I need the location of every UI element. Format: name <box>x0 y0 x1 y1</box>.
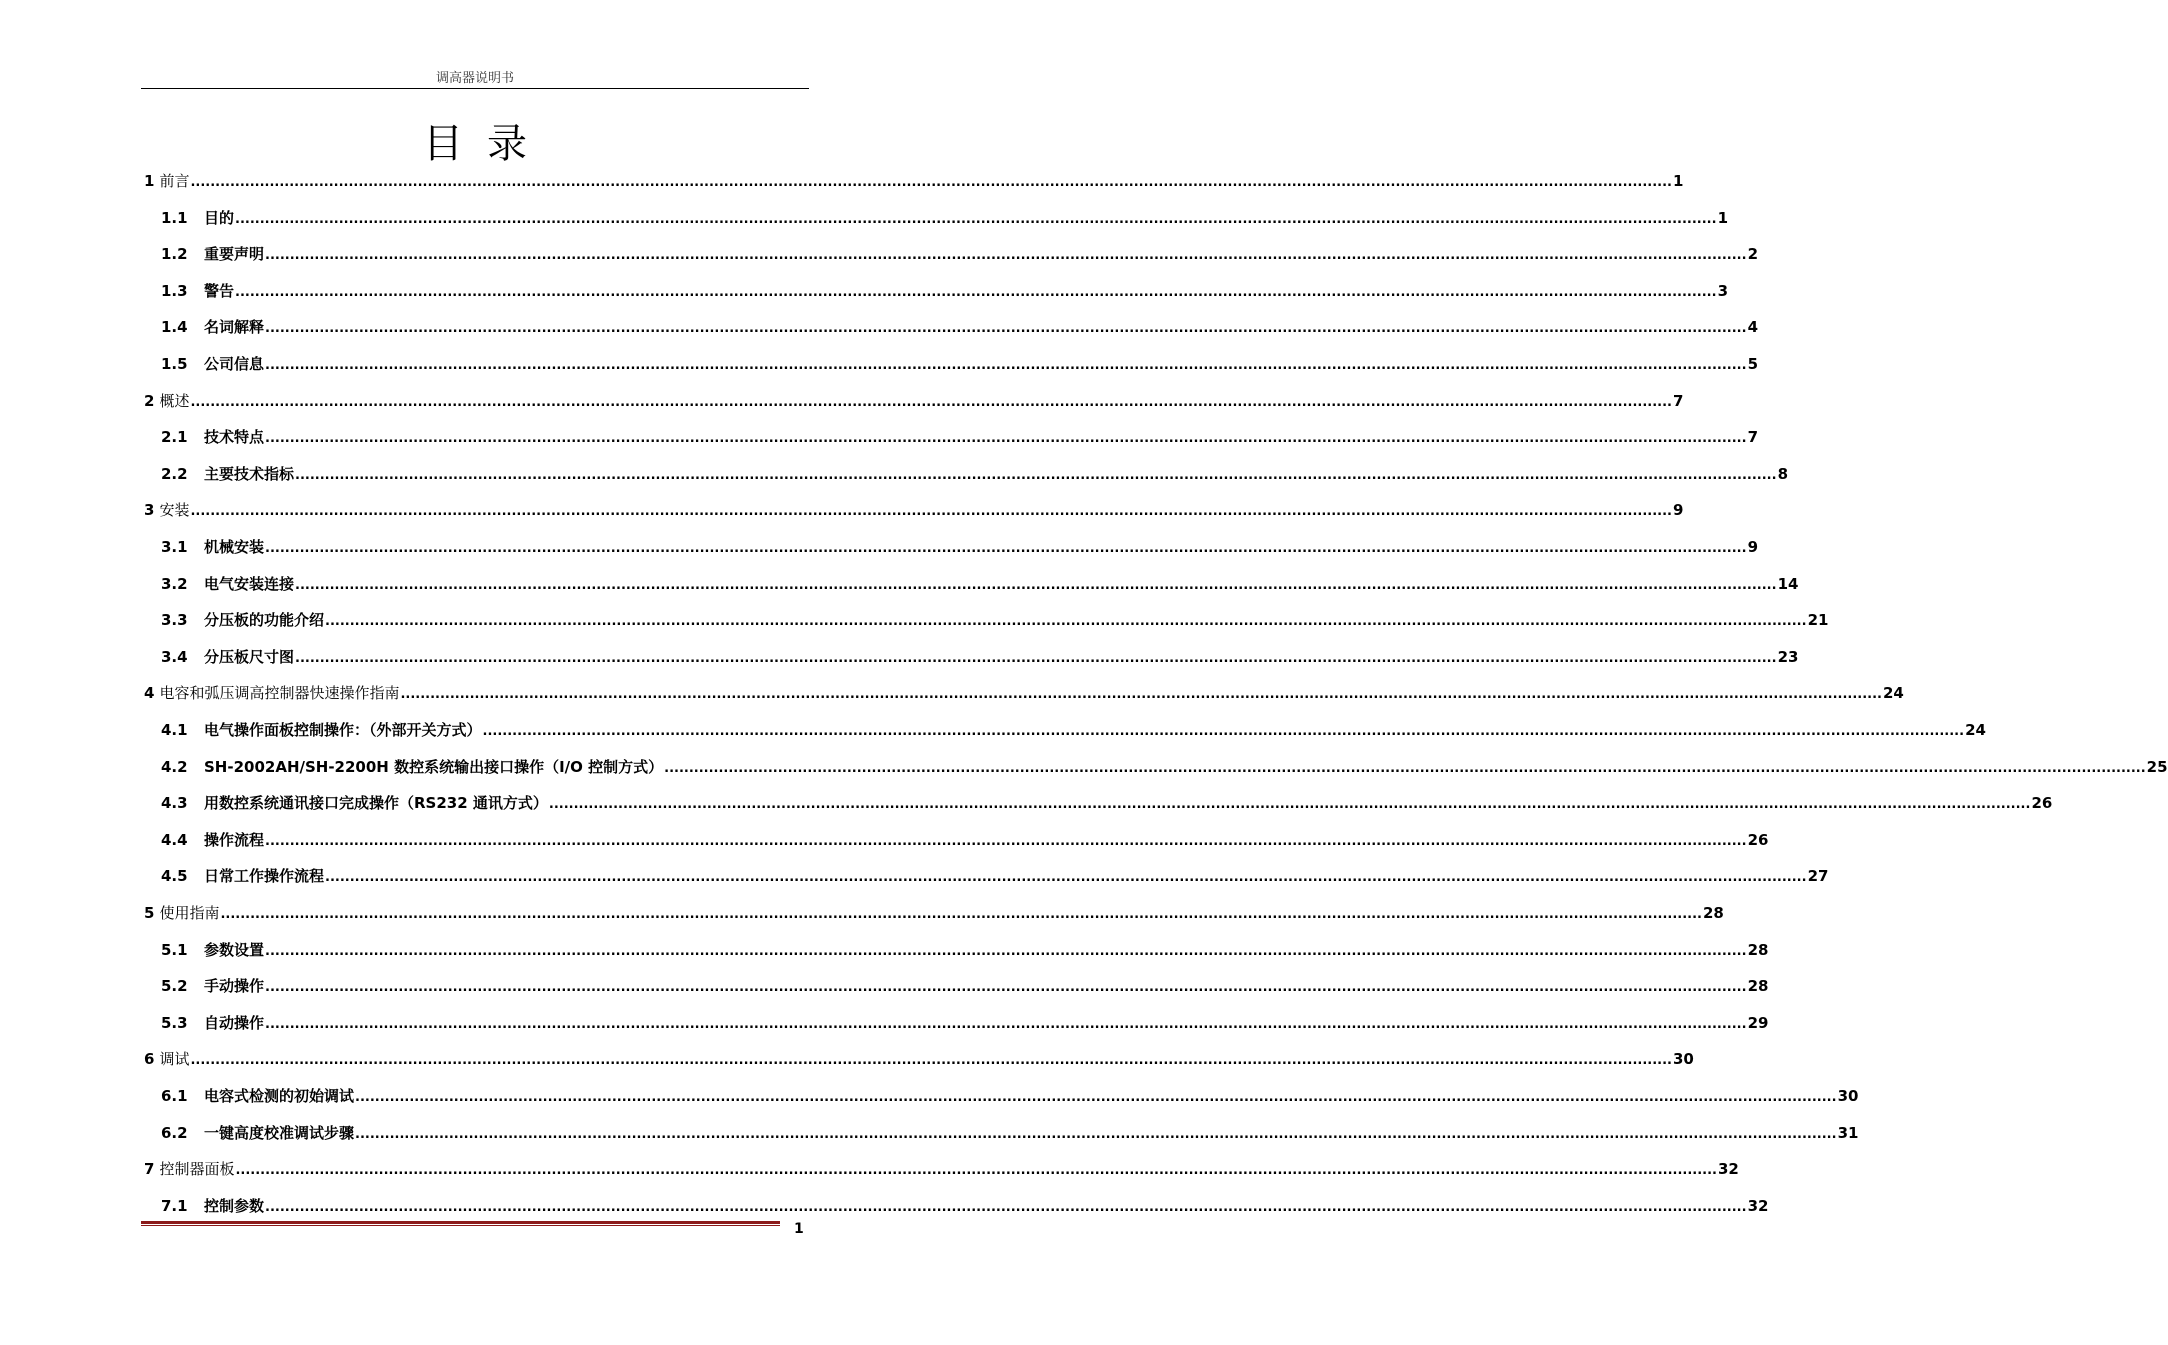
dot-leader: ............................................................................................................................................................................................................................................................................................................ <box>235 1163 1717 1178</box>
toc-entry[interactable] <box>161 646 1799 668</box>
toc-entry[interactable] <box>144 902 1724 924</box>
toc-entry[interactable] <box>161 829 1769 851</box>
toc-entry[interactable] <box>161 1195 1769 1217</box>
toc-entry[interactable] <box>144 390 1684 412</box>
toc-entry[interactable] <box>161 719 1986 741</box>
dot-leader: ............................................................................................................................................................................................................................................................................................................ <box>325 870 1807 885</box>
toc-entry-number: 1.3 <box>161 282 188 300</box>
dot-leader: ............................................................................................................................................................................................................................................................................................................ <box>190 395 1672 410</box>
toc-entry-title: 电气安装连接 <box>204 575 295 593</box>
dot-leader: ............................................................................................................................................................................................................................................................................................................ <box>482 724 1965 739</box>
toc-entry-number: 4.2 <box>161 758 188 776</box>
toc-entry-title: 警告 <box>204 282 235 300</box>
toc-entry-title: 分压板尺寸图 <box>204 648 295 666</box>
dot-leader: ............................................................................................................................................................................................................................................................................................................ <box>235 212 1717 227</box>
toc-entry-title: 名词解释 <box>204 318 265 336</box>
toc-entry-number: 7 <box>144 1160 155 1178</box>
toc-entry-page: 8 <box>1777 465 1788 483</box>
toc-entry-number: 6.2 <box>161 1124 188 1142</box>
dot-leader: ............................................................................................................................................................................................................................................................................................................ <box>355 1090 1837 1105</box>
toc-entry-number: 1.2 <box>161 245 188 263</box>
toc-entry-page: 26 <box>1747 831 1769 849</box>
dot-leader: ............................................................................................................................................................................................................................................................................................................ <box>265 431 1747 446</box>
toc-entry-page: 30 <box>1673 1050 1694 1068</box>
toc-entry-page: 23 <box>1777 648 1799 666</box>
dot-leader: ............................................................................................................................................................................................................................................................................................................ <box>190 175 1672 190</box>
toc-entry-title: 日常工作操作流程 <box>204 867 325 885</box>
toc-entry-page: 32 <box>1718 1160 1739 1178</box>
toc-entry-title: 目的 <box>204 209 235 227</box>
dot-leader: ............................................................................................................................................................................................................................................................................................................ <box>664 761 2146 776</box>
toc-entry-number: 6.1 <box>161 1087 188 1105</box>
toc-entry-number: 3.4 <box>161 648 188 666</box>
toc-entry-page: 9 <box>1673 501 1684 519</box>
dot-leader: ............................................................................................................................................................................................................................................................................................................ <box>265 980 1747 995</box>
toc-entry-title: 概述 <box>159 392 190 410</box>
toc-entry-page: 28 <box>1747 941 1769 959</box>
header-rule <box>141 88 809 89</box>
toc-entry-title: 电气操作面板控制操作：（外部开关方式） <box>204 721 482 739</box>
dot-leader: ............................................................................................................................................................................................................................................................................................................ <box>265 358 1747 373</box>
toc-entry[interactable] <box>161 463 1788 485</box>
toc-entry-number: 2.2 <box>161 465 188 483</box>
toc-entry-title: 电容和弧压调高控制器快速操作指南 <box>159 684 400 702</box>
toc-title: 目录 <box>423 121 551 167</box>
toc-entry-title: 用数控系统通讯接口完成操作（RS232 通讯方式） <box>204 794 548 812</box>
toc-entry-page: 5 <box>1747 355 1758 373</box>
toc-entry-page: 26 <box>2031 794 2053 812</box>
dot-leader: ............................................................................................................................................................................................................................................................................................................ <box>295 578 1777 593</box>
toc-entry-number: 5.3 <box>161 1014 188 1032</box>
toc-entry-title: 自动操作 <box>204 1014 265 1032</box>
dot-leader: ............................................................................................................................................................................................................................................................................................................ <box>265 944 1747 959</box>
dot-leader: ............................................................................................................................................................................................................................................................................................................ <box>265 321 1747 336</box>
dot-leader: ............................................................................................................................................................................................................................................................................................................ <box>265 541 1747 556</box>
toc-entry[interactable] <box>161 865 1829 887</box>
dot-leader: ............................................................................................................................................................................................................................................................................................................ <box>265 1017 1747 1032</box>
toc-entry[interactable] <box>161 536 1758 558</box>
toc-entry-page: 24 <box>1965 721 1986 739</box>
toc-entry-title: 重要声明 <box>204 245 265 263</box>
toc-entry-number: 1.5 <box>161 355 188 373</box>
toc-entry-title: 前言 <box>159 172 190 190</box>
toc-entry[interactable] <box>161 280 1728 302</box>
dot-leader: ............................................................................................................................................................................................................................................................................................................ <box>548 797 2031 812</box>
dot-leader: ............................................................................................................................................................................................................................................................................................................ <box>190 504 1672 519</box>
toc-entry[interactable] <box>161 1085 1859 1107</box>
toc-entry-title: 操作流程 <box>204 831 265 849</box>
toc-entry-number: 5.2 <box>161 977 188 995</box>
toc-entry[interactable] <box>161 316 1758 338</box>
toc-entry[interactable] <box>161 609 1829 631</box>
toc-entry[interactable] <box>161 792 2053 814</box>
toc-entry-page: 31 <box>1837 1124 1859 1142</box>
dot-leader: ............................................................................................................................................................................................................................................................................................................ <box>325 614 1807 629</box>
toc-entry-title: 机械安装 <box>204 538 265 556</box>
dot-leader: ............................................................................................................................................................................................................................................................................................................ <box>400 687 1882 702</box>
toc-entry-page: 3 <box>1717 282 1728 300</box>
toc-entry-page: 29 <box>1747 1014 1769 1032</box>
toc-entry-number: 3.2 <box>161 575 188 593</box>
toc-entry[interactable] <box>144 1048 1694 1070</box>
toc-entry-title: SH-2002AH/SH-2200H 数控系统输出接口操作（I/O 控制方式） <box>204 758 664 776</box>
toc-entry[interactable] <box>161 573 1799 595</box>
toc-entry-page: 28 <box>1703 904 1724 922</box>
toc-entry-title: 参数设置 <box>204 941 265 959</box>
toc-entry-number: 1.1 <box>161 209 188 227</box>
toc-entry[interactable] <box>144 499 1684 521</box>
toc-entry-number: 4 <box>144 684 155 702</box>
toc-entry-title: 控制器面板 <box>159 1160 235 1178</box>
dot-leader: ............................................................................................................................................................................................................................................................................................................ <box>265 248 1747 263</box>
toc-entry[interactable] <box>144 682 1904 704</box>
dot-leader: ............................................................................................................................................................................................................................................................................................................ <box>265 1200 1747 1215</box>
toc-entry-page: 28 <box>1747 977 1769 995</box>
toc-entry-page: 7 <box>1747 428 1758 446</box>
toc-entry-number: 5 <box>144 904 155 922</box>
footer-rule <box>141 1221 780 1226</box>
toc-entry-page: 32 <box>1747 1197 1769 1215</box>
toc-entry-number: 4.5 <box>161 867 188 885</box>
toc-entry-number: 4.4 <box>161 831 188 849</box>
toc-entry-title: 一键高度校准调试步骤 <box>204 1124 355 1142</box>
dot-leader: ............................................................................................................................................................................................................................................................................................................ <box>355 1127 1837 1142</box>
toc-entry-title: 公司信息 <box>204 355 265 373</box>
toc-entry-title: 分压板的功能介绍 <box>204 611 325 629</box>
toc-entry-title: 安装 <box>159 501 190 519</box>
toc-entry-number: 3.3 <box>161 611 188 629</box>
toc-entry[interactable] <box>161 353 1758 375</box>
toc-entry-page: 30 <box>1837 1087 1859 1105</box>
toc-entry-title: 调试 <box>159 1050 190 1068</box>
running-header: 调高器说明书 <box>435 71 514 86</box>
toc-entry-number: 3.1 <box>161 538 188 556</box>
toc-entry-number: 2 <box>144 392 155 410</box>
toc-entry[interactable] <box>161 1012 1769 1034</box>
toc-entry[interactable] <box>144 170 1684 192</box>
toc-entry-title: 技术特点 <box>204 428 265 446</box>
toc-entry-page: 1 <box>1717 209 1728 227</box>
toc-entry-page: 14 <box>1777 575 1799 593</box>
toc-entry-number: 2.1 <box>161 428 188 446</box>
toc-entry-number: 4.3 <box>161 794 188 812</box>
toc-entry-number: 7.1 <box>161 1197 188 1215</box>
toc-entry-page: 24 <box>1883 684 1904 702</box>
toc-entry-page: 27 <box>1807 867 1829 885</box>
toc-entry-page: 7 <box>1673 392 1684 410</box>
toc-entry-title: 手动操作 <box>204 977 265 995</box>
dot-leader: ............................................................................................................................................................................................................................................................................................................ <box>235 285 1717 300</box>
toc-entry-page: 4 <box>1747 318 1758 336</box>
toc-entry-page: 9 <box>1747 538 1758 556</box>
toc-entry-number: 5.1 <box>161 941 188 959</box>
toc-entry-title: 主要技术指标 <box>204 465 295 483</box>
toc-entry-page: 2 <box>1747 245 1758 263</box>
toc-entry-title: 电容式检测的初始调试 <box>204 1087 355 1105</box>
dot-leader: ............................................................................................................................................................................................................................................................................................................ <box>295 651 1777 666</box>
dot-leader: ............................................................................................................................................................................................................................................................................................................ <box>265 834 1747 849</box>
toc-entry-number: 4.1 <box>161 721 188 739</box>
footer-page-number: 1 <box>794 1221 804 1237</box>
toc-entry[interactable] <box>161 756 2168 778</box>
toc-entry-number: 1 <box>144 172 155 190</box>
toc-entry[interactable] <box>161 207 1728 229</box>
toc-entry-number: 3 <box>144 501 155 519</box>
toc-entry[interactable] <box>144 1158 1739 1180</box>
toc-entry-title: 使用指南 <box>159 904 220 922</box>
toc-entry-page: 21 <box>1807 611 1829 629</box>
toc-entry[interactable] <box>161 243 1758 265</box>
toc-entry[interactable] <box>161 939 1769 961</box>
toc-entry[interactable] <box>161 426 1758 448</box>
dot-leader: ............................................................................................................................................................................................................................................................................................................ <box>295 468 1777 483</box>
toc-entry-number: 1.4 <box>161 318 188 336</box>
toc-entry-page: 25 <box>2146 758 2168 776</box>
toc-entry[interactable] <box>161 975 1769 997</box>
toc-entry-page: 1 <box>1673 172 1684 190</box>
dot-leader: ............................................................................................................................................................................................................................................................................................................ <box>190 1053 1672 1068</box>
toc-entry[interactable] <box>161 1122 1859 1144</box>
toc-entry-number: 6 <box>144 1050 155 1068</box>
dot-leader: ............................................................................................................................................................................................................................................................................................................ <box>220 907 1702 922</box>
toc-entry-title: 控制参数 <box>204 1197 265 1215</box>
